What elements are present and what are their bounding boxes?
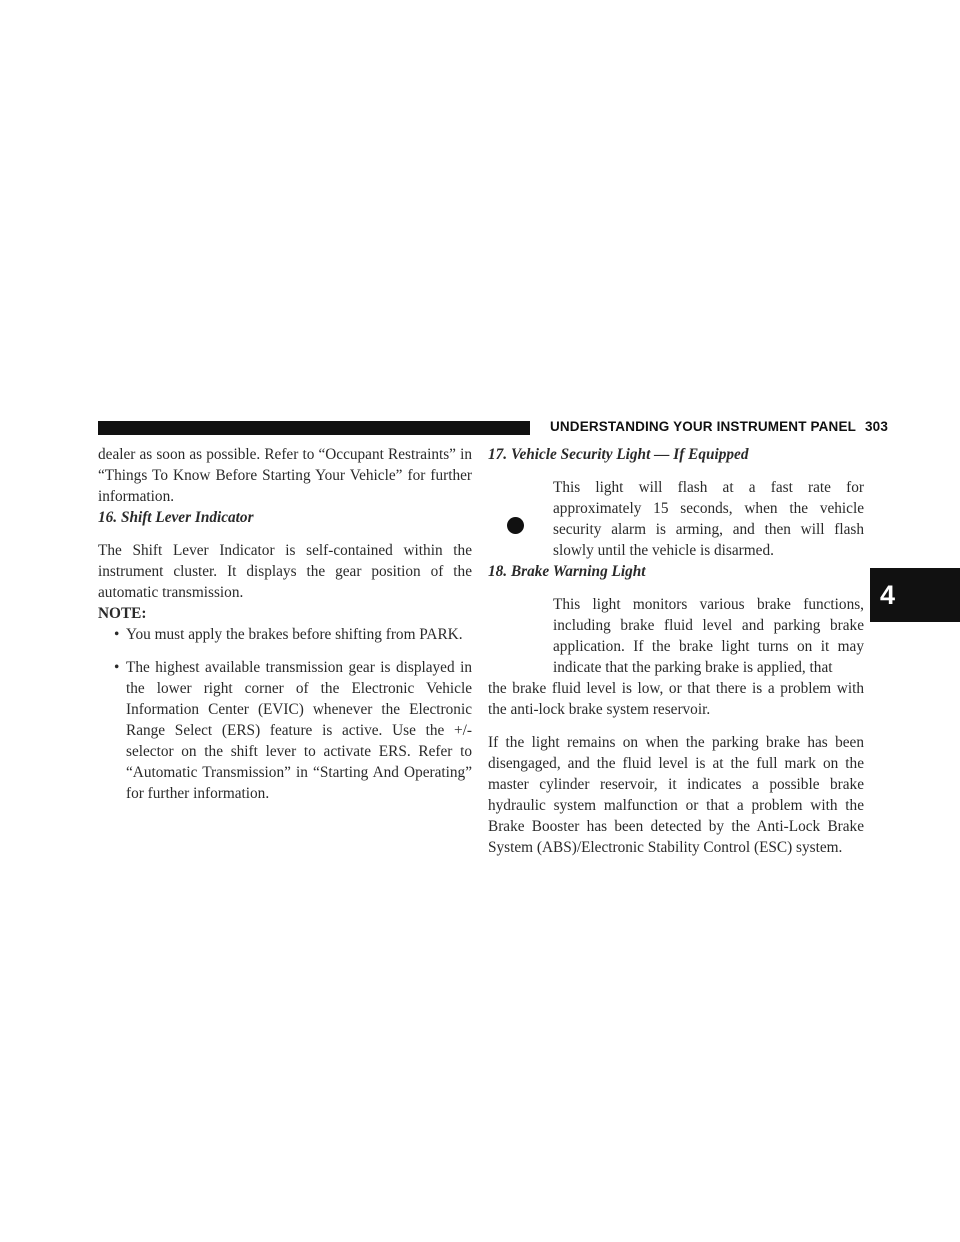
section-16-heading: 16. Shift Lever Indicator [98,509,254,526]
bullet-icon: • [114,626,120,643]
section-18-heading: 18. Brake Warning Light [488,563,646,580]
chapter-number: 4 [880,579,896,610]
bullet-text: You must apply the brakes before shifting from PARK. [126,626,463,643]
bullet-text: The highest available transmission gear is displayed in the lower right corner of the Electronic Vehicle Information Center (EVIC) whenever the Electronic Range Select (ERS) feature is active. Use the +/- selector on the shift lever to activate ERS. Refer to “Automatic Transmission” in “Starting And Operating” for further information. [126,659,472,802]
section-18-body-indented: This light monitors various brake functions, including brake fluid level and parking brake application. If the brake light turns on it may indicate that the parking brake is applied, that [553,596,864,676]
section-16-body: The Shift Lever Indicator is self-contained within the instrument cluster. It displays the gear position of the automatic transmission. [98,542,472,601]
list-item [98,624,472,645]
section-18-paragraph-2: If the light remains on when the parking brake has been disengaged, and the fluid level is at the full mark on the master cylinder reservoir, it indicates a possible brake hydraulic system malfunction or that a problem with the Brake Booster has been detected by the Anti-Lock Brake System (ABS)/Electronic Stability Control (ESC) system. [488,734,864,856]
section-18-body-full: the brake fluid level is low, or that there is a problem with the anti-lock brake system reservoir. [488,680,864,718]
left-column [98,444,472,804]
header-rule [98,421,530,435]
note-label: NOTE: [98,605,147,622]
running-header [550,419,888,434]
security-light-icon [507,517,524,534]
note-bullet-list [98,624,472,804]
section-17-block [488,477,864,561]
bullet-icon: • [114,659,120,676]
section-17-heading: 17. Vehicle Security Light — If Equipped [488,446,749,463]
page-number: 303 [865,419,888,434]
chapter-tab [870,568,960,622]
intro-paragraph: dealer as soon as possible. Refer to “Occupant Restraints” in “Things To Know Before Starting Your Vehicle” for further information. [98,446,472,505]
header-title: UNDERSTANDING YOUR INSTRUMENT PANEL [550,419,857,434]
section-17-body: This light will flash at a fast rate for approximately 15 seconds, when the vehicle security alarm is arming, and then will flash slowly until the vehicle is disarmed. [553,479,864,559]
right-column [488,444,864,858]
list-item [98,657,472,804]
